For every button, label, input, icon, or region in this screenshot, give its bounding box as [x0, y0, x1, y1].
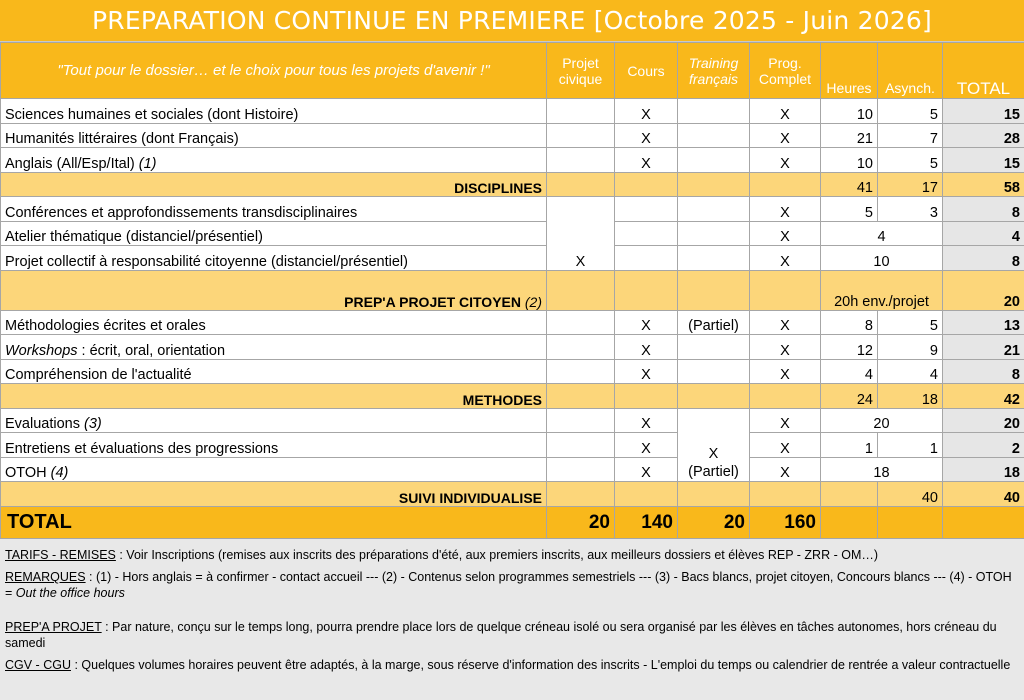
- subtotal-label: SUIVI INDIVIDUALISE: [1, 482, 547, 507]
- notes-section: [0, 538, 1024, 700]
- table-row: [1, 148, 1024, 173]
- cell-total: 58: [943, 172, 1024, 197]
- row-label: Compréhension de l'actualité: [1, 359, 547, 384]
- cell-total: 15: [943, 99, 1024, 124]
- cell-heures: 24: [821, 384, 878, 409]
- cell-hours-combined: 4: [821, 221, 943, 246]
- col-heures: Heures: [821, 43, 878, 99]
- cell-prog: X: [750, 457, 821, 482]
- cell-total: 18: [943, 457, 1024, 482]
- cell-civique: X: [547, 197, 615, 271]
- row-label: Evaluations (3): [1, 408, 547, 433]
- grand-total-label: TOTAL: [1, 506, 547, 539]
- cell-hours-combined: 10: [821, 246, 943, 271]
- cell-hours-combined: 20: [821, 408, 943, 433]
- cell-asynch: 18: [878, 384, 943, 409]
- cell-asynch: 5: [878, 310, 943, 335]
- row-label: OTOH (4): [1, 457, 547, 482]
- cell-asynch: 7: [878, 123, 943, 148]
- cell-heures: 10: [821, 148, 878, 173]
- total-civique: 20: [547, 506, 615, 539]
- cell-asynch: 4: [878, 359, 943, 384]
- cell-prog: X: [750, 123, 821, 148]
- cell-prog: X: [750, 246, 821, 271]
- cell-prog: X: [750, 433, 821, 458]
- cell-asynch: 5: [878, 148, 943, 173]
- cell-prog: X: [750, 99, 821, 124]
- table-header-row: [1, 43, 1024, 99]
- cell-asynch: 3: [878, 197, 943, 222]
- program-table: [0, 42, 1024, 540]
- row-label: Anglais (All/Esp/Ital) (1): [1, 148, 547, 173]
- cell-total: 15: [943, 148, 1024, 173]
- col-total: TOTAL: [943, 43, 1024, 99]
- table-row: [1, 123, 1024, 148]
- cell-prog: X: [750, 359, 821, 384]
- slogan: "Tout pour le dossier… et le choix pour tous les projets d'avenir !": [1, 43, 547, 99]
- cell-total: 8: [943, 359, 1024, 384]
- note-tarifs: TARIFS - REMISES : Voir Inscriptions (remises aux inscrits des préparations d'été, aux premiers inscrits, aux meilleurs dossiers et élèves REP - ZRR - OM…): [5, 548, 879, 562]
- cell-cours: X: [615, 335, 678, 360]
- cell-total: 40: [943, 482, 1024, 507]
- col-prog-complet: Prog. Complet: [750, 43, 821, 99]
- table-row: [1, 335, 1024, 360]
- cell-cours: X: [615, 148, 678, 173]
- row-label: Sciences humaines et sociales (dont Histoire): [1, 99, 547, 124]
- cell-heures: 41: [821, 172, 878, 197]
- subtotal-label: DISCIPLINES: [1, 172, 547, 197]
- page-title: PREPARATION CONTINUE EN PREMIERE [Octobre 2025 - Juin 2026]: [0, 0, 1024, 42]
- col-cours: Cours: [615, 43, 678, 99]
- col-training: Training français: [678, 43, 750, 99]
- cell-heures: 5: [821, 197, 878, 222]
- table-row: [1, 221, 1024, 246]
- cell-cours: X: [615, 310, 678, 335]
- cell-heures: 12: [821, 335, 878, 360]
- cell-cours: X: [615, 99, 678, 124]
- note-remarques: REMARQUES : (1) - Hors anglais = à confirmer - contact accueil --- (2) - Contenus selon programmes semestriels --- (3) - Bacs blancs, projet citoyen, Concours blancs --- (4) - OTOH = Out the office hours: [5, 570, 1012, 600]
- cell-total: 42: [943, 384, 1024, 409]
- table-row: [1, 310, 1024, 335]
- cell-prog: X: [750, 310, 821, 335]
- cell-prog: X: [750, 221, 821, 246]
- cell-total: 2: [943, 433, 1024, 458]
- col-asynch: Asynch.: [878, 43, 943, 99]
- cell-cours: X: [615, 457, 678, 482]
- table-row: [1, 457, 1024, 482]
- cell-hours-combined: 20h env./projet: [821, 270, 943, 310]
- note-prep-projet: PREP'A PROJET : Par nature, conçu sur le temps long, pourra prendre place lors de quelque créneau isolé ou sera organisé par les élèves en tâches autonomes, hors créneau du samedi: [5, 620, 997, 650]
- cell-prog: X: [750, 335, 821, 360]
- cell-total: 8: [943, 246, 1024, 271]
- cell-heures: 4: [821, 359, 878, 384]
- table-row: [1, 246, 1024, 271]
- cell-cours: X: [615, 433, 678, 458]
- cell-asynch: 9: [878, 335, 943, 360]
- cell-heures: 8: [821, 310, 878, 335]
- subtotal-label: METHODES: [1, 384, 547, 409]
- table-row: [1, 197, 1024, 222]
- subtotal-row: [1, 270, 1024, 310]
- subtotal-label: PREP'A PROJET CITOYEN (2): [1, 270, 547, 310]
- cell-hours-combined: 18: [821, 457, 943, 482]
- cell-total: 8: [943, 197, 1024, 222]
- cell-heures: 10: [821, 99, 878, 124]
- cell-asynch: 1: [878, 433, 943, 458]
- cell-total: 21: [943, 335, 1024, 360]
- row-label: Méthodologies écrites et orales: [1, 310, 547, 335]
- cell-total: 28: [943, 123, 1024, 148]
- note-cgv: CGV - CGU : Quelques volumes horaires peuvent être adaptés, à la marge, sous réserve d'information des inscrits - L'emploi du temps ou calendrier de rentrée a valeur contractuelle: [5, 658, 1011, 672]
- subtotal-row: [1, 482, 1024, 507]
- total-cours: 140: [615, 506, 678, 539]
- total-prog: 160: [750, 506, 821, 539]
- col-projet-civique: Projet civique: [547, 43, 615, 99]
- cell-total: 20: [943, 270, 1024, 310]
- table-row: [1, 433, 1024, 458]
- cell-prog: X: [750, 148, 821, 173]
- cell-cours: X: [615, 408, 678, 433]
- cell-total: 20: [943, 408, 1024, 433]
- cell-asynch: 40: [878, 482, 943, 507]
- grand-total-row: [1, 506, 1024, 539]
- subtotal-row: [1, 172, 1024, 197]
- cell-training: (Partiel): [678, 310, 750, 335]
- row-label: Entretiens et évaluations des progressions: [1, 433, 547, 458]
- row-label: Humanités littéraires (dont Français): [1, 123, 547, 148]
- subtotal-row: [1, 384, 1024, 409]
- cell-heures: 1: [821, 433, 878, 458]
- cell-asynch: 5: [878, 99, 943, 124]
- row-label: Atelier thématique (distanciel/présentiel): [1, 221, 547, 246]
- row-label: Projet collectif à responsabilité citoyenne (distanciel/présentiel): [1, 246, 547, 271]
- cell-cours: X: [615, 123, 678, 148]
- cell-prog: X: [750, 408, 821, 433]
- table-row: [1, 359, 1024, 384]
- table-row: [1, 99, 1024, 124]
- row-label: Workshops : écrit, oral, orientation: [1, 335, 547, 360]
- cell-asynch: 17: [878, 172, 943, 197]
- row-label: Conférences et approfondissements transdisciplinaires: [1, 197, 547, 222]
- cell-cours: X: [615, 359, 678, 384]
- cell-prog: X: [750, 197, 821, 222]
- cell-total: 13: [943, 310, 1024, 335]
- total-training: 20: [678, 506, 750, 539]
- cell-total: 4: [943, 221, 1024, 246]
- cell-training: X (Partiel): [678, 408, 750, 482]
- cell-heures: 21: [821, 123, 878, 148]
- table-row: [1, 408, 1024, 433]
